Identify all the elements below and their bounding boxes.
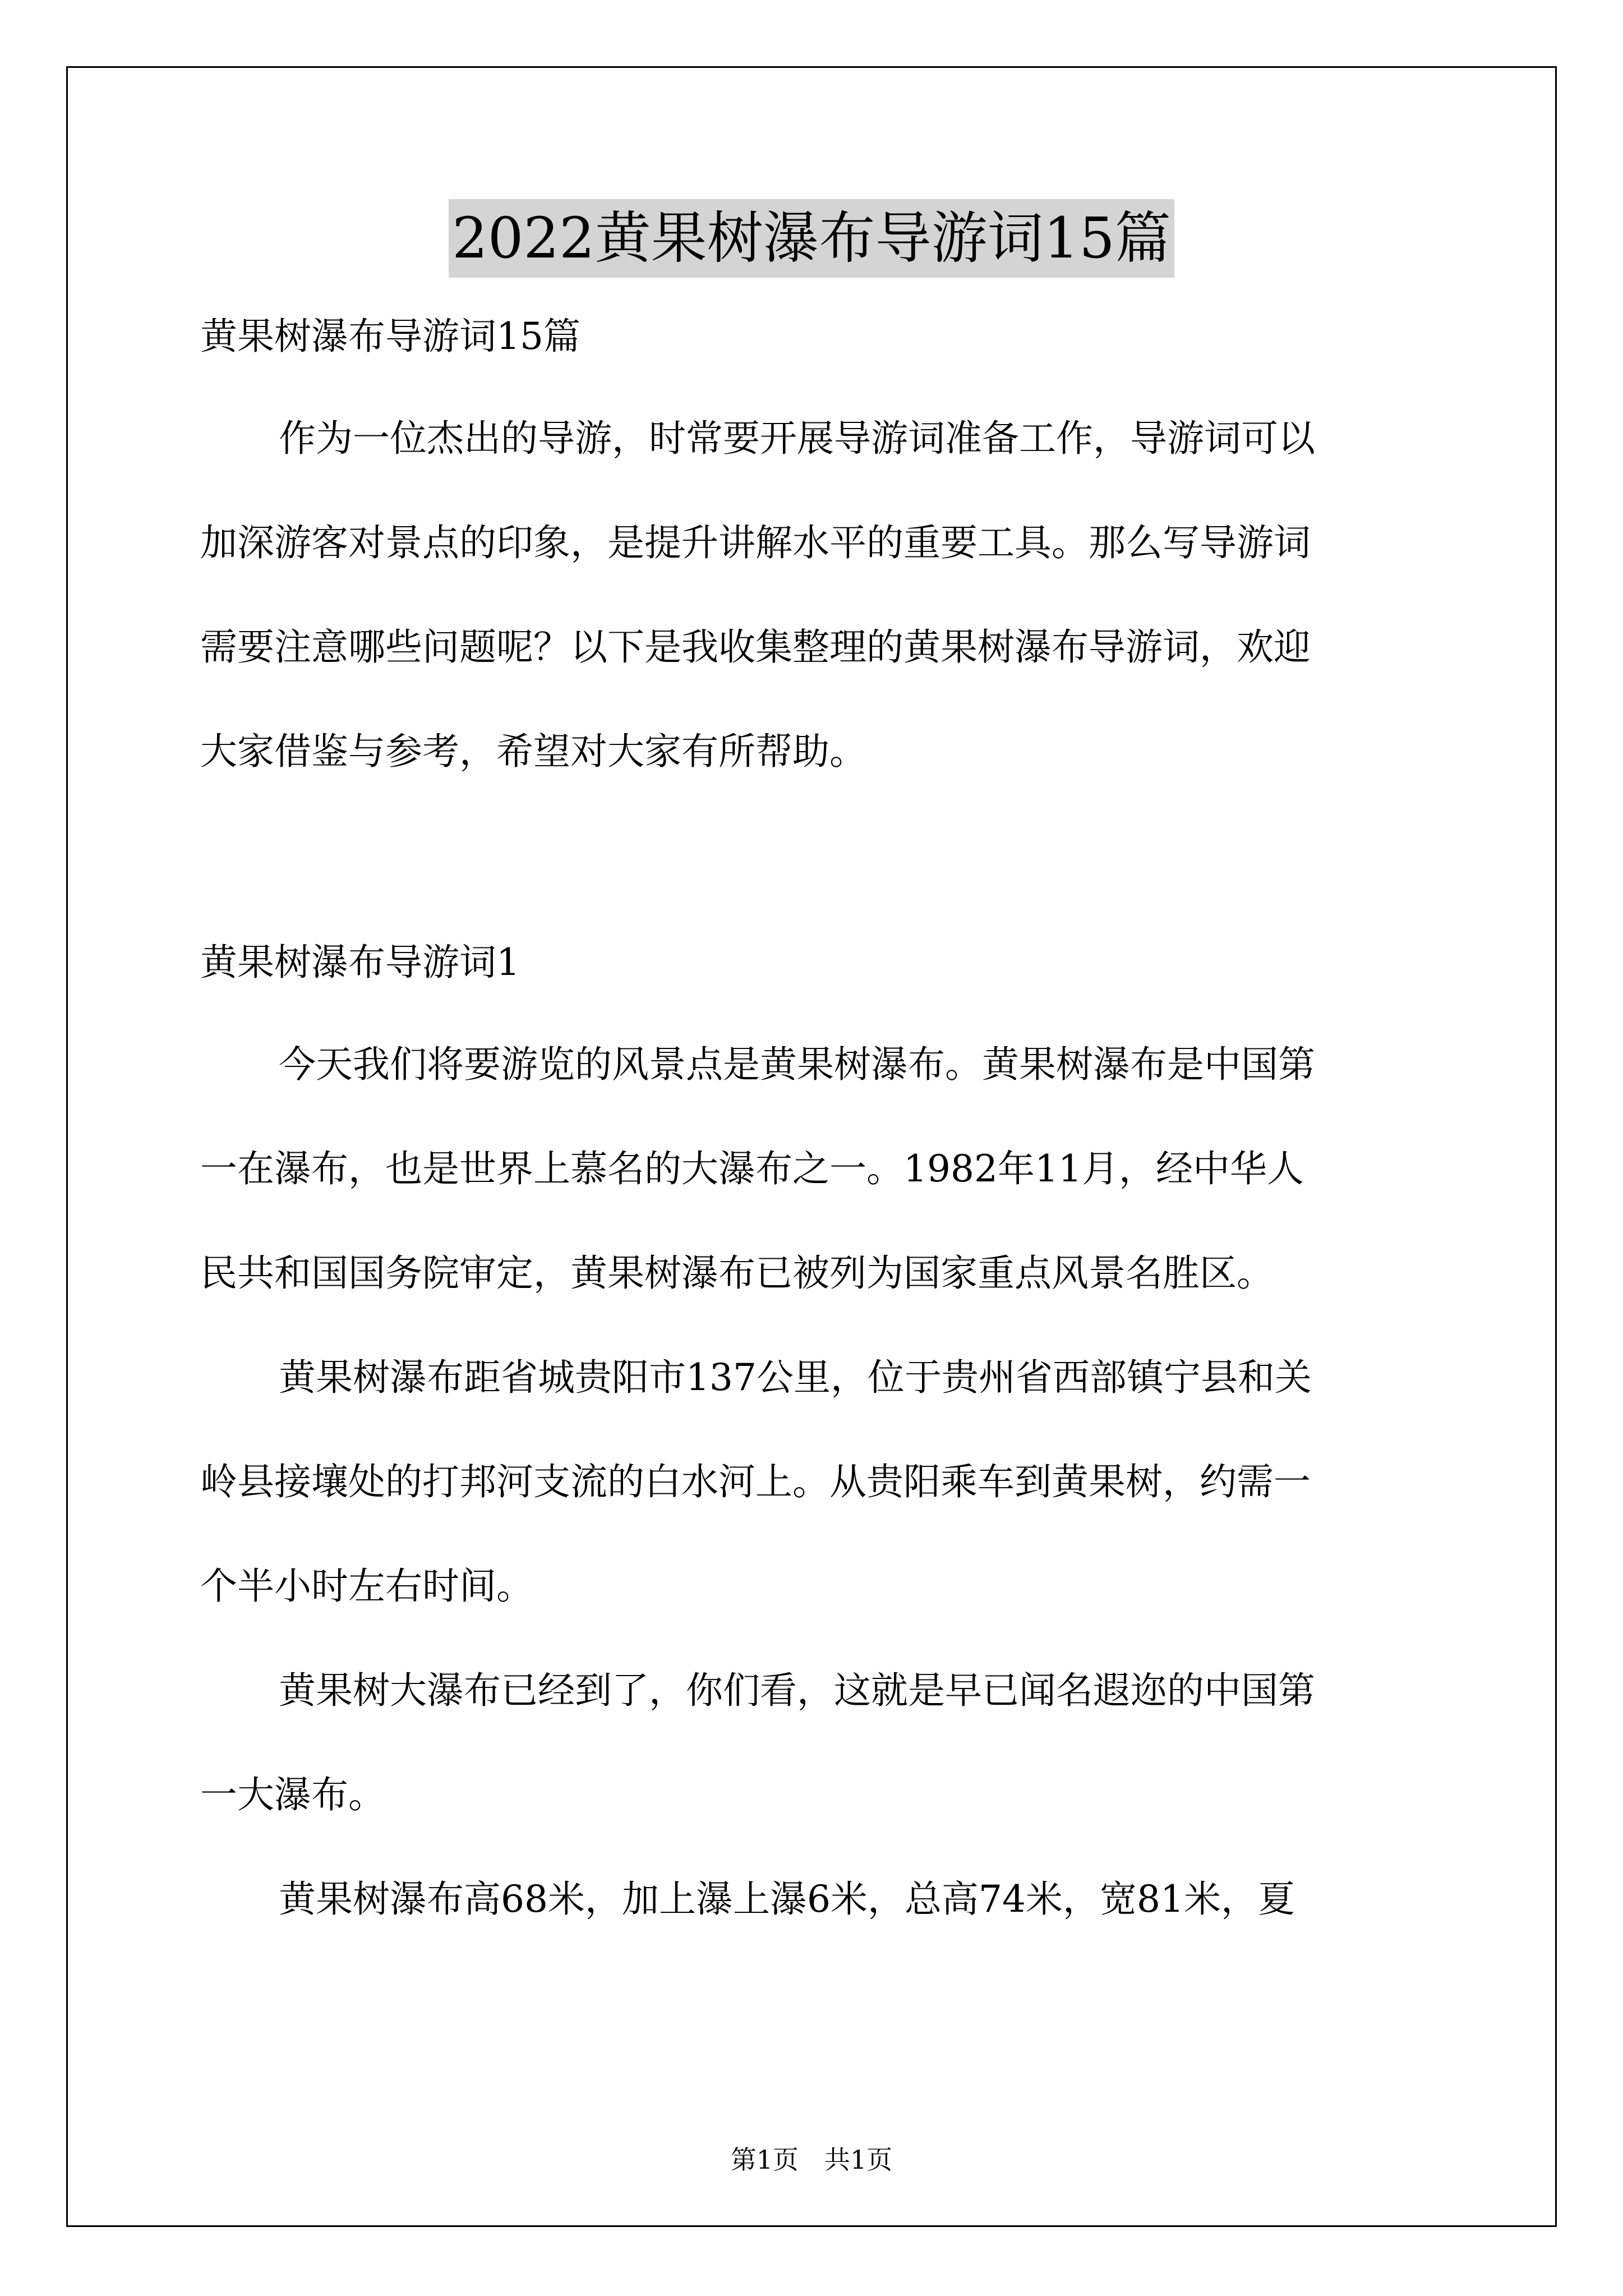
intro-line: 作为一位杰出的导游，时常要开展导游词准备工作，导游词可以 bbox=[279, 417, 1315, 460]
intro-line: 加深游客对景点的印象，是提升讲解水平的重要工具。那么写导游词 bbox=[200, 521, 1311, 564]
intro-line: 需要注意哪些问题呢？以下是我收集整理的黄果树瀑布导游词，欢迎 bbox=[200, 625, 1311, 669]
paragraph-line: 今天我们将要游览的风景点是黄果树瀑布。黄果树瀑布是中国第 bbox=[279, 1043, 1315, 1086]
section-heading: 黄果树瀑布导游词1 bbox=[200, 941, 520, 984]
paragraph-line: 黄果树瀑布距省城贵阳市137公里，位于贵州省西部镇宁县和关 bbox=[279, 1356, 1312, 1399]
paragraph-line: 民共和国国务院审定，黄果树瀑布已被列为国家重点风景名胜区。 bbox=[200, 1251, 1274, 1295]
title-container bbox=[0, 199, 1623, 278]
document-title: 2022黄果树瀑布导游词15篇 bbox=[449, 199, 1174, 278]
paragraph-line: 一在瀑布，也是世界上慕名的大瀑布之一。1982年11月，经中华人 bbox=[200, 1147, 1304, 1190]
document-subtitle: 黄果树瀑布导游词15篇 bbox=[200, 315, 580, 358]
intro-line: 大家借鉴与参考，希望对大家有所帮助。 bbox=[200, 730, 866, 773]
document-body bbox=[200, 310, 1428, 1926]
paragraph-line: 黄果树大瀑布已经到了，你们看，这就是早已闻名遐迩的中国第 bbox=[279, 1669, 1315, 1712]
page-footer: 第1页 共1页 bbox=[730, 2145, 893, 2175]
paragraph-line: 黄果树瀑布高68米，加上瀑上瀑6米，总高74米，宽81米，夏 bbox=[279, 1878, 1295, 1921]
paragraph-line: 个半小时左右时间。 bbox=[200, 1565, 533, 1608]
paragraph-line: 岭县接壤处的打邦河支流的白水河上。从贵阳乘车到黄果树，约需一 bbox=[200, 1460, 1311, 1503]
paragraph-line: 一大瀑布。 bbox=[200, 1773, 385, 1816]
